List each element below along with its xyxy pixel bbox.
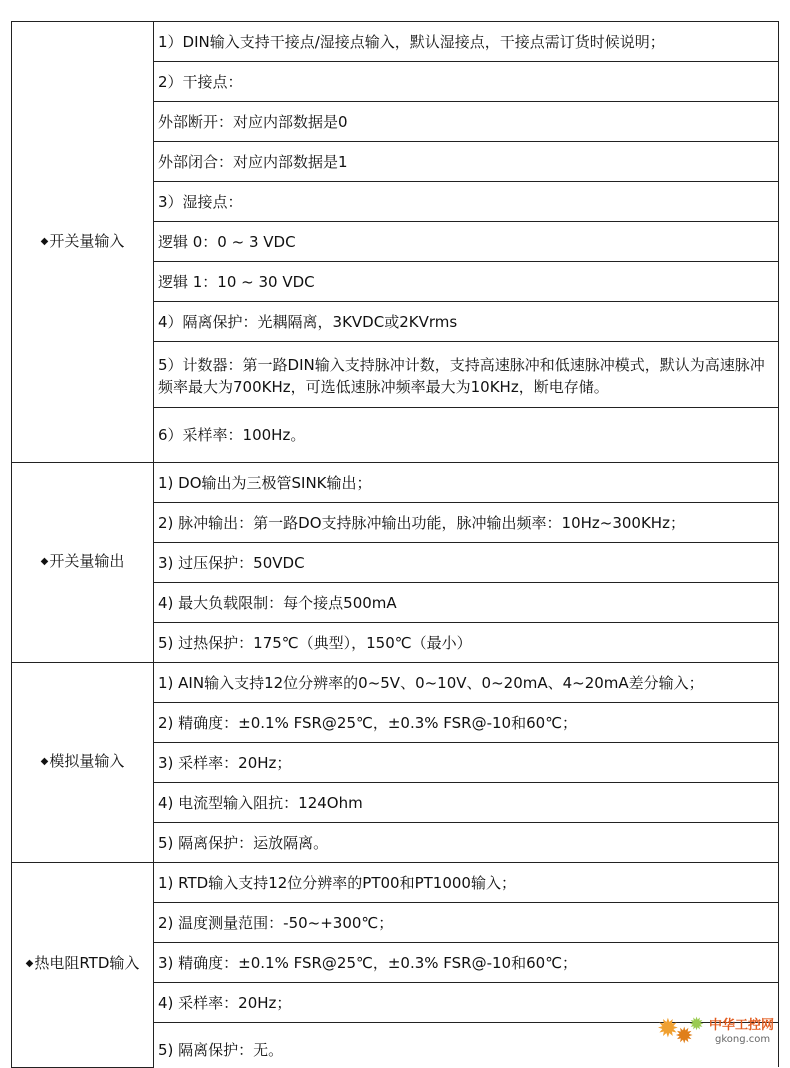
spec-item: 4) 采样率：20Hz；: [154, 983, 779, 1023]
spec-item: 3) 采样率：20Hz；: [154, 743, 779, 783]
gear-icon: ✹: [689, 1014, 705, 1035]
spec-item: 1) DO输出为三极管SINK输出；: [154, 463, 779, 503]
spec-item: 4）隔离保护：光耦隔离，3KVDC或2KVrms: [154, 302, 779, 342]
diamond-bullet-icon: ◆: [40, 235, 49, 247]
category-label: 开关量输入: [49, 231, 125, 250]
table-row: [12, 463, 779, 503]
category-label: 开关量输出: [49, 552, 125, 570]
spec-item: 1) RTD输入支持12位分辨率的PT00和PT1000输入；: [154, 863, 779, 903]
spec-item: 5) 隔离保护：无。: [154, 1023, 779, 1068]
table-row: [12, 22, 779, 62]
table-row: [12, 663, 779, 703]
gear-icon: ✹: [657, 1014, 679, 1044]
spec-item: 3) 精确度：±0.1% FSR@25℃，±0.3% FSR@-10和60℃；: [154, 943, 779, 983]
spec-item: 5）计数器：第一路DIN输入支持脉冲计数，支持高速脉冲和低速脉冲模式，默认为高速脉冲频率最大为700KHz，可选低速脉冲频率最大为10KHz，断电存储。: [154, 342, 779, 408]
category-label: 模拟量输入: [49, 752, 125, 770]
diamond-bullet-icon: ◆: [40, 556, 49, 567]
spec-table: [11, 21, 779, 1068]
gear-icon: ✹: [675, 1024, 694, 1049]
category-label: 热电阻RTD输入: [34, 954, 140, 973]
spec-item: 2）干接点：: [154, 62, 779, 102]
diamond-bullet-icon: ◆: [40, 756, 49, 767]
spec-item: 2) 温度测量范围：-50~+300℃；: [154, 903, 779, 943]
spec-item: 5) 过热保护：175℃（典型），150℃（最小）: [154, 623, 779, 663]
spec-item: 3) 过压保护：50VDC: [154, 543, 779, 583]
spec-item: 外部闭合：对应内部数据是1: [154, 142, 779, 182]
spec-item: 6）采样率：100Hz。: [154, 408, 779, 463]
spec-item: 4) 电流型输入阻抗：124Ohm: [154, 783, 779, 823]
spec-item: 2) 脉冲输出：第一路DO支持脉冲输出功能，脉冲输出频率：10Hz~300KHz；: [154, 503, 779, 543]
spec-item: 1) AIN输入支持12位分辨率的0~5V、0~10V、0~20mA、4~20mA差分输入；: [154, 663, 779, 703]
category-cell: [12, 663, 154, 863]
watermark-name: 中华工控网: [709, 1018, 775, 1033]
category-cell: [12, 22, 154, 463]
spec-item: 外部断开：对应内部数据是0: [154, 102, 779, 142]
spec-item: 逻辑 0：0 ~ 3 VDC: [154, 222, 779, 262]
watermark-domain: gkong.com: [715, 1034, 771, 1045]
spec-item: 1）DIN输入支持干接点/湿接点输入，默认湿接点，干接点需订货时候说明；: [154, 22, 779, 62]
spec-item: 逻辑 1：10 ~ 30 VDC: [154, 262, 779, 302]
spec-item: 2) 精确度：±0.1% FSR@25℃，±0.3% FSR@-10和60℃；: [154, 703, 779, 743]
spec-item: 5) 隔离保护：运放隔离。: [154, 823, 779, 863]
spec-item: 4) 最大负载限制：每个接点500mA: [154, 583, 779, 623]
category-cell: [12, 463, 154, 663]
table-row: [12, 863, 779, 903]
category-cell: [12, 863, 154, 1068]
spec-item: 3）湿接点：: [154, 182, 779, 222]
watermark-logo: [657, 1010, 782, 1050]
diamond-bullet-icon: ◆: [25, 958, 34, 970]
